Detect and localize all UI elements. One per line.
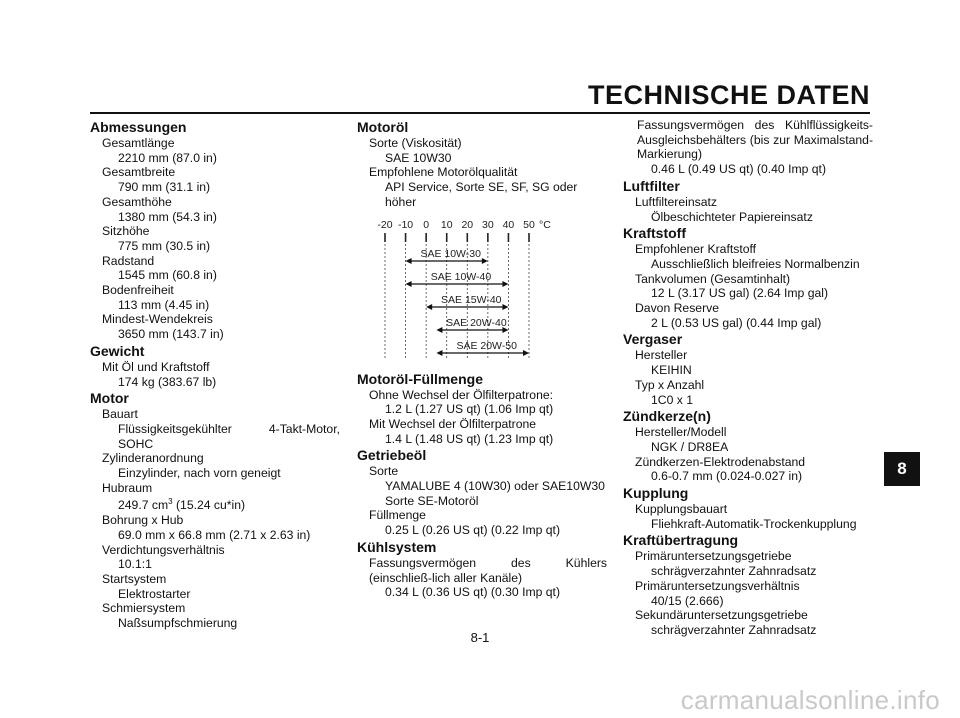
- section-heading-gewicht: Gewicht: [90, 342, 145, 359]
- section-heading-fuellmenge: Motoröl-Füllmenge: [357, 370, 483, 387]
- section-heading-luftfilter: Luftfilter: [623, 177, 680, 194]
- section-heading-getriebeoel: Getriebeöl: [357, 447, 427, 464]
- spec-value: 0.34 L (0.36 US qt) (0.30 Imp qt): [385, 585, 560, 600]
- spec-value: 10.1:1: [118, 557, 152, 572]
- spec-label: Startsystem: [102, 572, 167, 587]
- column-3: [623, 118, 873, 638]
- spec-value: YAMALUBE 4 (10W30) oder SAE10W30: [385, 479, 605, 494]
- range-arrow-right: [482, 258, 488, 264]
- spec-value: Sorte SE-Motoröl: [385, 493, 479, 508]
- spec-label: Bauart: [102, 407, 138, 422]
- spec-value: 3650 mm (143.7 in): [118, 327, 224, 342]
- range-arrow-left: [436, 327, 442, 333]
- spec-value: 1545 mm (60.8 in): [118, 268, 217, 283]
- spec-label: Luftfiltereinsatz: [635, 194, 717, 209]
- spec-value-part: (15.24 cu*in): [172, 498, 246, 513]
- oil-grade-label: SAE 10W-30: [420, 247, 481, 260]
- temperature-tick-label: 20: [461, 218, 474, 231]
- spec-label: Sorte (Viskosität): [369, 136, 462, 150]
- chapter-tab: 8: [884, 452, 920, 486]
- spec-value: SAE 10W30: [385, 150, 452, 165]
- oil-grade-label: SAE 10W-40: [430, 270, 492, 283]
- spec-label: Mindest-Wendekreis: [102, 312, 213, 327]
- oil-viscosity-chart: [357, 216, 557, 366]
- column-2: [357, 118, 607, 600]
- spec-value: 174 kg (383.67 lb): [118, 374, 217, 389]
- spec-label: Bohrung x Hub: [102, 513, 184, 528]
- spec-label: Fassungsvermögen des Kühlers (einschließ-lich aller Kanäle): [369, 555, 607, 585]
- oil-grade-label: SAE 15W-40: [441, 293, 502, 306]
- spec-label: Mit Wechsel der Ölfilterpatrone: [369, 416, 537, 431]
- spec-value: KEIHIN: [651, 363, 692, 378]
- section-heading-abmessungen: Abmessungen: [90, 119, 187, 135]
- spec-value: 113 mm (4.45 in): [118, 297, 210, 312]
- spec-label: Gesamthöhe: [102, 194, 172, 209]
- spec-value: Ausschließlich bleifreies Normalbenzin: [651, 256, 860, 271]
- spec-value: API Service, Sorte SE, SF, SG oder höher: [385, 180, 578, 209]
- spec-value-part: 4-Takt-Motor,: [268, 421, 340, 436]
- spec-label: Füllmenge: [369, 508, 426, 523]
- spec-label: Sorte: [369, 464, 399, 479]
- section-heading-motoroel: Motoröl: [357, 119, 409, 135]
- page-title: TECHNISCHE DATEN: [587, 80, 870, 110]
- spec-label: Fassungsvermögen des Kühlflüssigkeits-Ausgleichsbehälters (bis zur Maximalstand-Markierung): [637, 118, 873, 162]
- spec-label: Primäruntersetzungsgetriebe: [635, 549, 792, 564]
- spec-value: 0.25 L (0.26 US qt) (0.22 Imp qt): [385, 523, 560, 538]
- spec-label: Hersteller: [635, 348, 688, 363]
- range-arrow-left: [406, 281, 412, 287]
- spec-value-bauart: [90, 422, 340, 437]
- spec-value: Einzylinder, nach vorn geneigt: [118, 466, 281, 481]
- spec-label: Sitzhöhe: [102, 224, 150, 239]
- temperature-unit-label: °C: [539, 218, 551, 231]
- spec-value: 69.0 mm x 66.8 mm (2.71 x 2.63 in): [118, 527, 311, 542]
- spec-value: 1C0 x 1: [651, 392, 694, 407]
- spec-label: Sekundäruntersetzungsgetriebe: [635, 608, 808, 623]
- spec-value: 790 mm (31.1 in): [118, 180, 211, 195]
- spec-value: 1380 mm (54.3 in): [118, 209, 217, 224]
- spec-label: Radstand: [102, 253, 155, 268]
- spec-value: 12 L (3.17 US gal) (2.64 Imp gal): [651, 286, 829, 301]
- spec-value: 0.46 L (0.49 US qt) (0.40 Imp qt): [651, 162, 826, 177]
- spec-label: Tankvolumen (Gesamtinhalt): [635, 271, 791, 286]
- spec-label: Zylinderanordnung: [102, 451, 204, 466]
- spec-value: Elektrostarter: [118, 586, 191, 601]
- spec-value: NGK / DR8EA: [651, 439, 729, 454]
- spec-label: Gesamtbreite: [102, 165, 176, 180]
- temperature-tick-label: 10: [440, 218, 453, 231]
- spec-label: Empfohlene Motorölqualität: [369, 165, 518, 180]
- oil-grade-label: SAE 20W-40: [446, 316, 507, 329]
- temperature-tick-label: 30: [482, 218, 494, 231]
- spec-label: Gesamtlänge: [102, 136, 175, 150]
- spec-value: SOHC: [118, 436, 154, 451]
- spec-label: Zündkerzen-Elektrodenabstand: [635, 454, 806, 469]
- section-heading-zuendkerze: Zündkerze(n): [623, 408, 711, 425]
- section-heading-motor: Motor: [90, 390, 129, 407]
- temperature-tick-label: -10: [397, 218, 414, 231]
- column-1: [90, 118, 340, 631]
- spec-label: Typ x Anzahl: [635, 377, 705, 392]
- temperature-tick-label: -20: [377, 218, 393, 231]
- range-arrow-right: [502, 304, 508, 310]
- range-arrow-left: [426, 304, 432, 310]
- spec-value: Fliehkraft-Automatik-Trockenkupplung: [651, 516, 857, 531]
- spec-label: Kupplungsbauart: [635, 502, 728, 517]
- header-rule: [90, 112, 870, 114]
- section-heading-kupplung: Kupplung: [623, 485, 689, 502]
- spec-value: Naßsumpfschmierung: [118, 616, 238, 631]
- spec-label: Ohne Wechsel der Ölfilterpatrone:: [369, 387, 554, 402]
- spec-label: Empfohlener Kraftstoff: [635, 242, 757, 257]
- temperature-tick-label: 40: [502, 218, 515, 231]
- spec-value: schrägverzahnter Zahnradsatz: [651, 564, 817, 579]
- spec-value: 40/15 (2.666): [651, 593, 724, 608]
- temperature-tick-label: 0: [423, 218, 430, 231]
- page-number: 8-1: [470, 630, 490, 645]
- spec-label: Hersteller/Modell: [635, 425, 727, 440]
- temperature-tick-label: 50: [523, 218, 535, 231]
- spec-label: Mit Öl und Kraftstoff: [102, 359, 210, 374]
- spec-label: Hubraum: [102, 480, 153, 495]
- section-heading-kraftuebertragung: Kraftübertragung: [623, 532, 739, 549]
- section-heading-kraftstoff: Kraftstoff: [623, 225, 686, 242]
- spec-value-part: Flüssigkeitsgekühlter: [118, 421, 232, 436]
- spec-value: 0.6-0.7 mm (0.024-0.027 in): [651, 469, 803, 484]
- range-arrow-right: [523, 350, 529, 356]
- spec-label: Davon Reserve: [635, 301, 719, 316]
- range-arrow-right: [502, 281, 508, 287]
- section-heading-kuehlsystem: Kühlsystem: [357, 538, 437, 555]
- superscript: 3: [168, 497, 173, 507]
- spec-value: 1.4 L (1.48 US qt) (1.23 Imp qt): [385, 431, 554, 446]
- spec-value: 1.2 L (1.27 US qt) (1.06 Imp qt): [385, 402, 554, 417]
- spec-value-part: 249.7 cm: [118, 498, 169, 513]
- spec-value: 2210 mm (87.0 in): [118, 150, 217, 165]
- spec-value: 2 L (0.53 US gal) (0.44 Imp gal): [651, 315, 822, 330]
- spec-value: Ölbeschichteter Papiereinsatz: [651, 209, 813, 224]
- spec-label: Bodenfreiheit: [102, 283, 174, 298]
- watermark: carmanualsonline.info: [680, 685, 940, 715]
- oil-grade-label: SAE 20W-50: [456, 339, 517, 352]
- spec-value: schrägverzahnter Zahnradsatz: [651, 622, 817, 637]
- spec-value-hubraum: [90, 495, 340, 513]
- spec-label: Verdichtungsverhältnis: [102, 542, 225, 557]
- spec-label: Schmiersystem: [102, 601, 186, 616]
- section-heading-vergaser: Vergaser: [623, 331, 683, 348]
- spec-label: Primäruntersetzungsverhältnis: [635, 578, 800, 593]
- range-arrow-left: [436, 350, 442, 356]
- range-arrow-left: [406, 258, 412, 264]
- spec-value: 775 mm (30.5 in): [118, 238, 211, 253]
